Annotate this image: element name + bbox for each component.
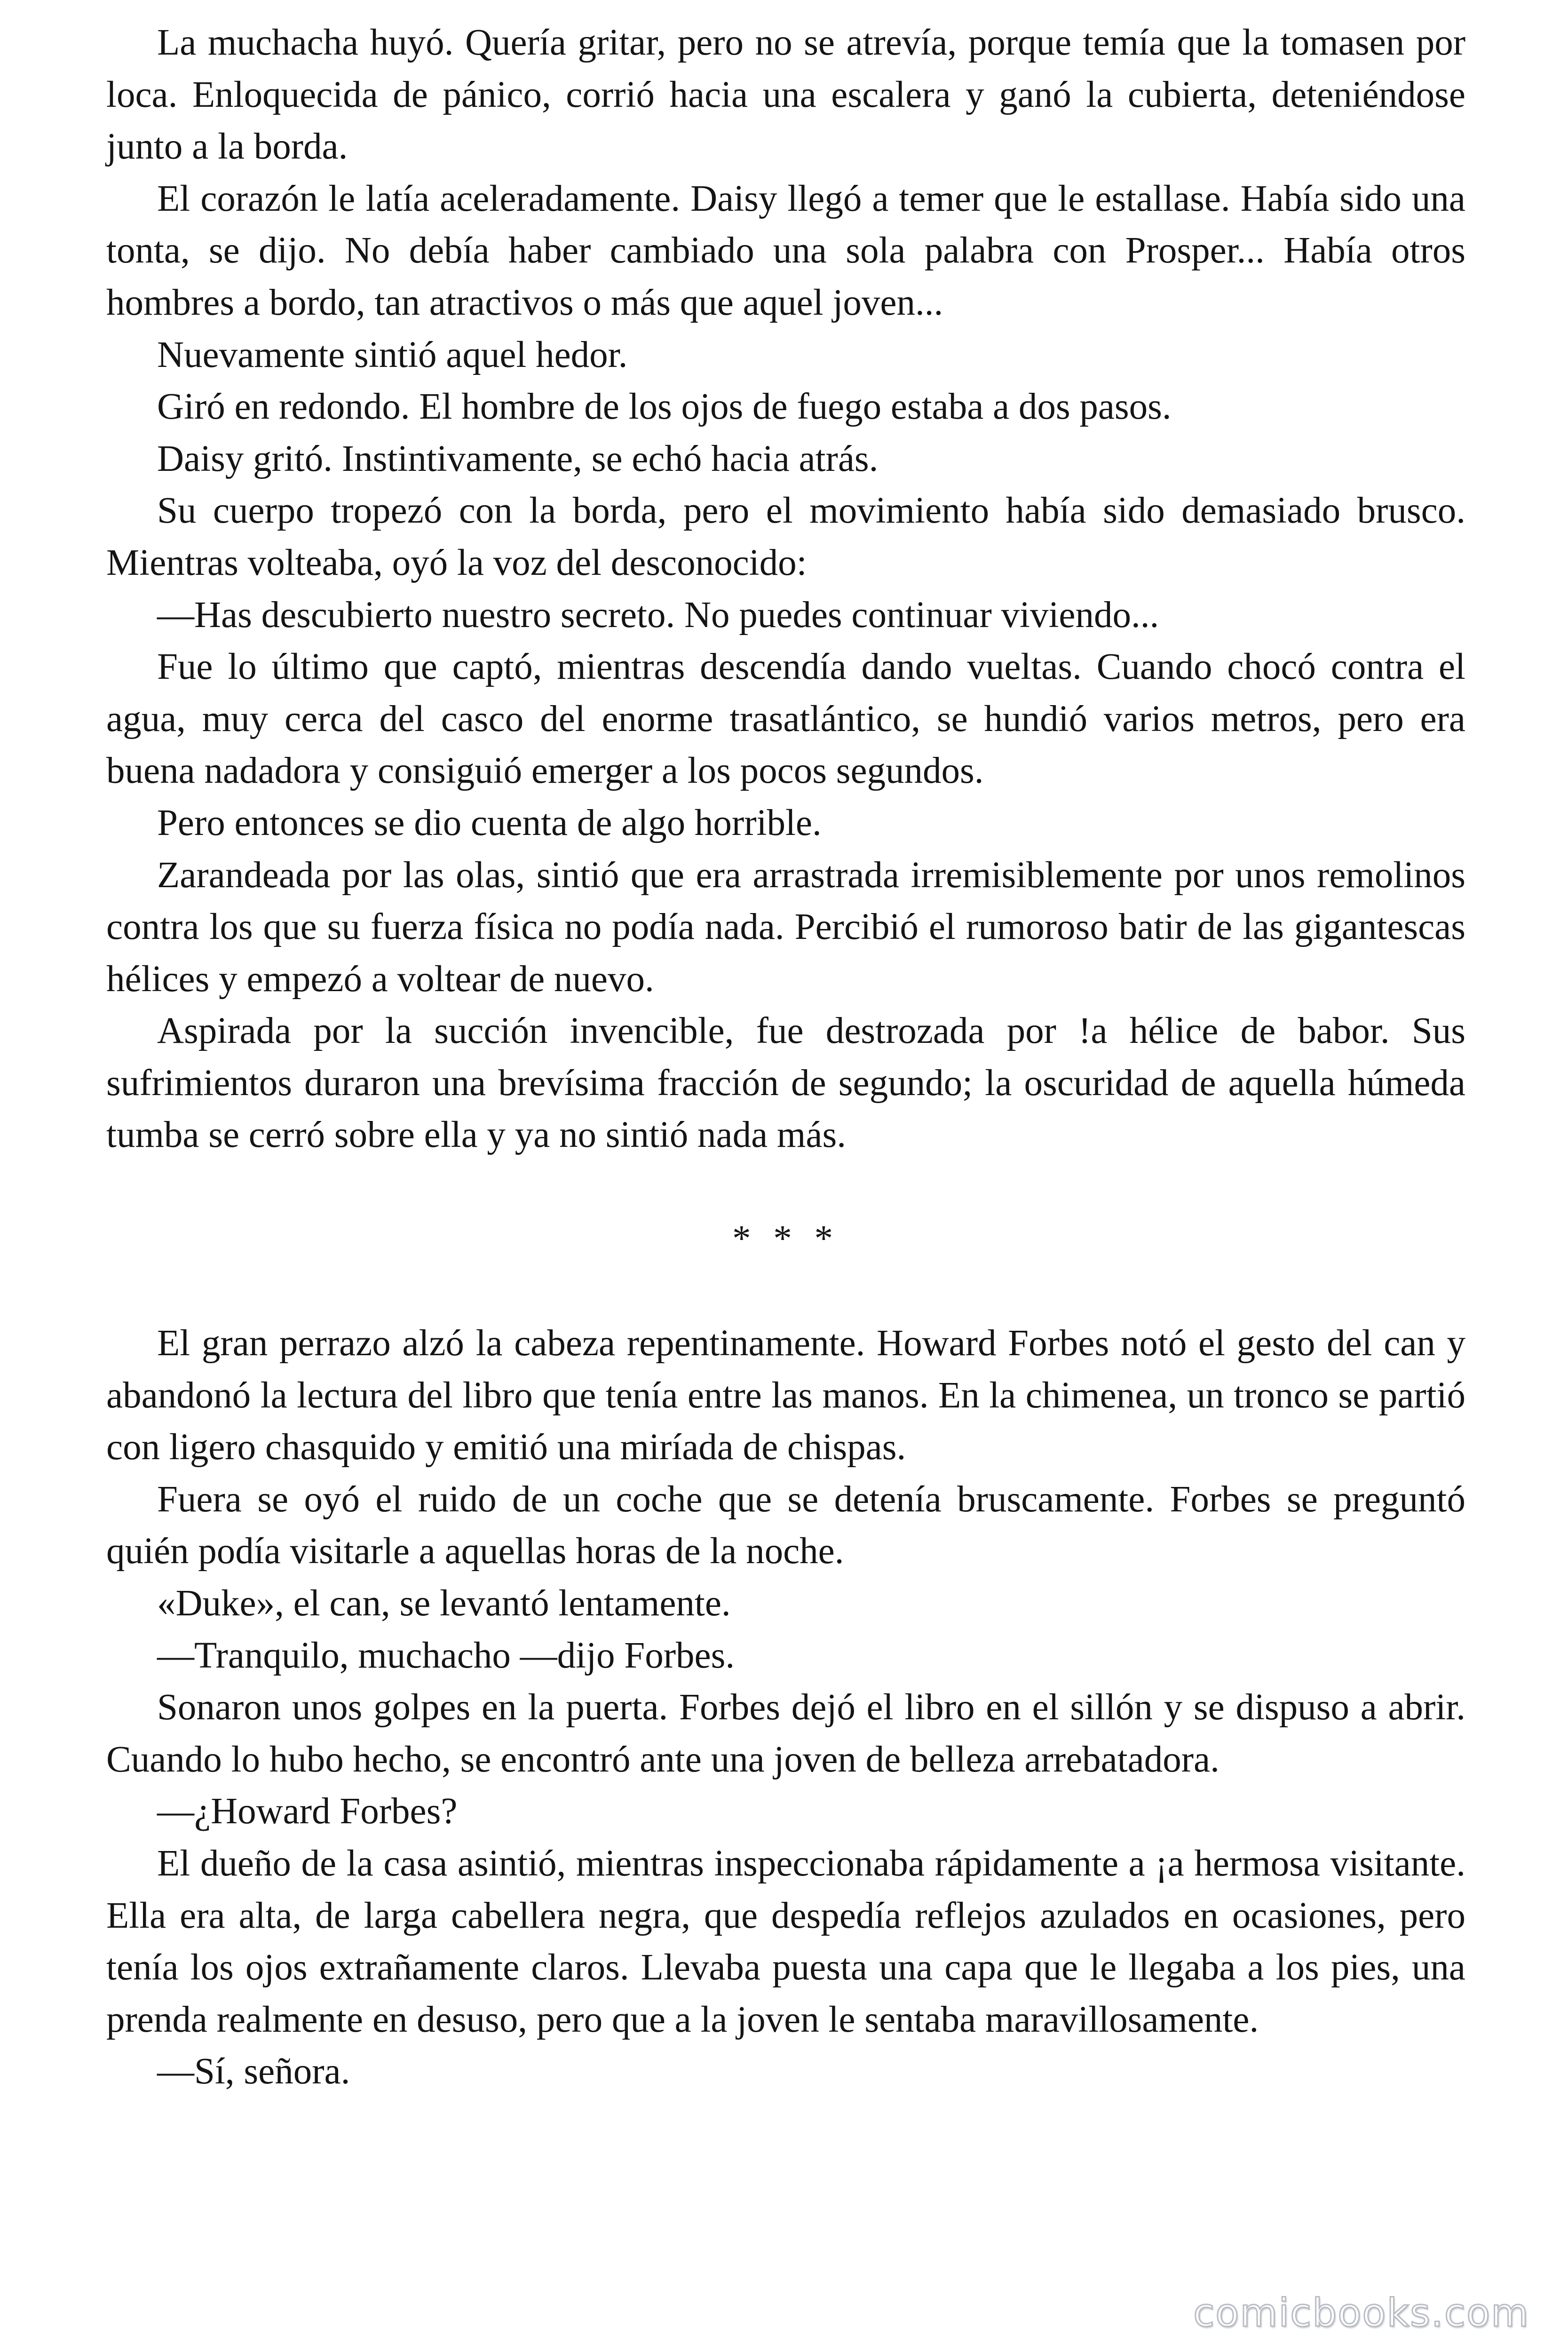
- paragraph: El gran perrazo alzó la cabeza repentinamente. Howard Forbes notó el gesto del can y abandonó la lectura del libro que tenía entre las manos. En la chimenea, un tronco se partió con ligero chasquido y emitió una miríada de chispas.: [106, 1323, 1465, 1468]
- paragraph: —¿Howard Forbes?: [157, 1791, 458, 1832]
- section-separator: * * *: [732, 1218, 839, 1260]
- paragraph: El corazón le latía aceleradamente. Daisy llegó a temer que le estallase. Había sido una tonta, se dijo. No debía haber cambiado una sola palabra con Prosper... Había otros hombres a bordo, tan atractivos o más que aquel joven...: [106, 178, 1465, 323]
- paragraph: Pero entonces se dio cuenta de algo horrible.: [157, 802, 822, 843]
- paragraph: Giró en redondo. El hombre de los ojos de fuego estaba a dos pasos.: [157, 386, 1172, 428]
- paragraph: Sonaron unos golpes en la puerta. Forbes dejó el libro en el sillón y se dispuso a abrir. Cuando lo hubo hecho, se encontró ante una joven de belleza arrebatadora.: [106, 1687, 1465, 1780]
- paragraph: Fuera se oyó el ruido de un coche que se detenía bruscamente. Forbes se preguntó quién podía visitarle a aquellas horas de la noche.: [106, 1478, 1465, 1572]
- watermark: comicbooks.com: [1193, 2291, 1529, 2336]
- paragraph: La muchacha huyó. Quería gritar, pero no se atrevía, porque temía que la tomasen por loca. Enloquecida de pánico, corrió hacia una escalera y ganó la cubierta, deteniéndose junto a la borda.: [106, 22, 1465, 167]
- section-two: [106, 1318, 1465, 2098]
- paragraph: Aspirada por la succión invencible, fue destrozada por !a hélice de babor. Sus sufrimientos duraron una brevísima fracción de segundo; la oscuridad de aquella húmeda tumba se cerró sobre ella y ya no sintió nada más.: [106, 1010, 1465, 1156]
- paragraph: El dueño de la casa asintió, mientras inspeccionaba rápidamente a ¡a hermosa visitante. Ella era alta, de larga cabellera negra, que despedía reflejos azulados en ocasiones, pero tenía los ojos extrañamente claros. Llevaba puesta una capa que le llegaba a los pies, una prenda realmente en desuso, pero que a la joven le sentaba maravillosamente.: [106, 1843, 1465, 2040]
- section-one: [106, 17, 1465, 1161]
- paragraph: Zarandeada por las olas, sintió que era arrastrada irremisiblemente por unos remolinos contra los que su fuerza física no podía nada. Percibió el rumoroso batir de las gigantescas hélices y empezó a voltear de nuevo.: [106, 854, 1465, 1000]
- page-body: [106, 17, 1465, 2098]
- paragraph: Daisy gritó. Instintivamente, se echó hacia atrás.: [157, 438, 879, 479]
- paragraph: Su cuerpo tropezó con la borda, pero el movimiento había sido demasiado brusco. Mientras volteaba, oyó la voz del desconocido:: [106, 490, 1465, 583]
- paragraph: —Sí, señora.: [157, 2051, 350, 2092]
- paragraph: Fue lo último que captó, mientras descendía dando vueltas. Cuando chocó contra el agua, muy cerca del casco del enorme trasatlántico, se hundió varios metros, pero era buena nadadora y consiguió emerger a los pocos segundos.: [106, 646, 1465, 792]
- paragraph: «Duke», el can, se levantó lentamente.: [157, 1583, 731, 1624]
- paragraph: —Has descubierto nuestro secreto. No puedes continuar viviendo...: [157, 594, 1159, 636]
- paragraph: Nuevamente sintió aquel hedor.: [157, 334, 628, 375]
- paragraph: —Tranquilo, muchacho —dijo Forbes.: [157, 1635, 735, 1676]
